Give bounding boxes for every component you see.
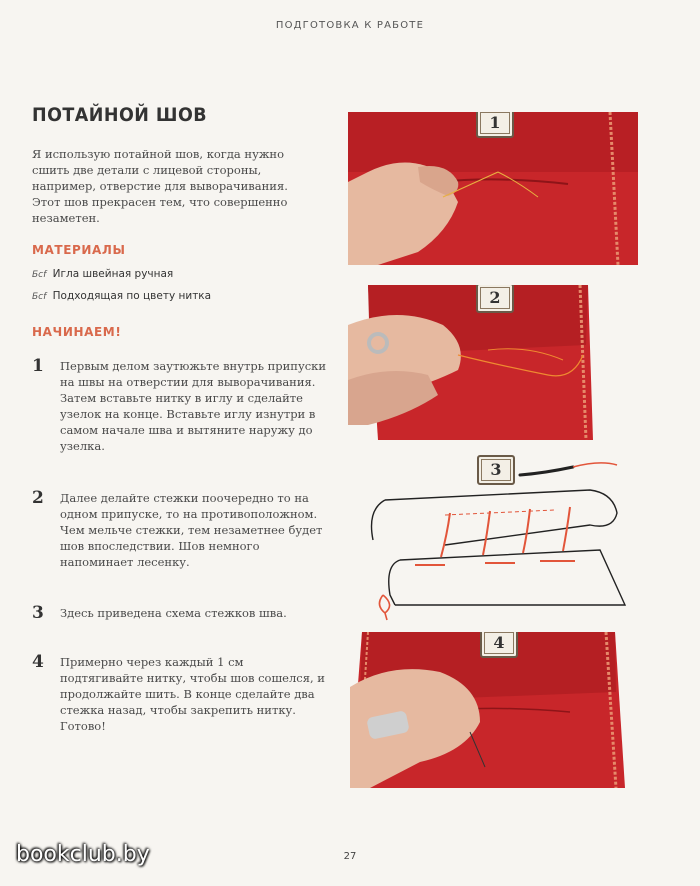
- bullet-marker: Бсf: [32, 270, 47, 280]
- step-text: Здесь приведена схема стежков шва.: [60, 606, 287, 620]
- step-text: Примерно через каждый 1 см подтягивайте нитку, чтобы шов сошелся, и продолжайте шить. В конце сделайте два стежка назад, чтобы закрепить нитку. Готово!: [60, 655, 325, 733]
- figure-label: 2: [476, 285, 514, 313]
- stitch-diagram: [355, 455, 635, 625]
- intro-paragraph: Я использую потайной шов, когда нужно сшить две детали с лицевой стороны, например, отверстие для выворачивания. Этот шов прекрасен тем, что совершенно незаметен.: [32, 147, 288, 225]
- photo-step-2: [348, 285, 593, 440]
- page-title: ПОТАЙНОЙ ШОВ: [32, 104, 208, 126]
- step-2: [32, 490, 332, 570]
- page-number: 27: [343, 851, 357, 862]
- step-number: 4: [32, 652, 44, 672]
- photo-step-1: [348, 112, 638, 265]
- bullet-marker: Бсf: [32, 292, 47, 302]
- step-text: Первым делом заутюжьте внутрь припуски на швы на отверстии для выворачивания. Затем вставьте нитку в иглу и сделайте узелок на конце. Вставьте иглу изнутри в самом начале шва и вытяните наружу до узелка.: [60, 359, 327, 453]
- material-label: Игла швейная ручная: [52, 268, 174, 280]
- material-item: [32, 290, 211, 302]
- material-item: [32, 268, 173, 280]
- step-text: Далее делайте стежки поочередно то на одном припуске, то на противоположном. Чем мельче стежки, тем незаметнее будет шов впоследствии. Шов немного напоминает лесенку.: [60, 491, 323, 569]
- watermark-logo: bookclub.by: [16, 842, 150, 867]
- figure-label: 4: [480, 632, 518, 658]
- step-4: [32, 654, 332, 734]
- needle-icon: [520, 467, 573, 475]
- step-number: 1: [32, 356, 44, 376]
- figure-label: 3: [477, 455, 515, 485]
- figure-label: 1: [476, 112, 514, 138]
- step-3: [32, 605, 332, 621]
- photo-step-4: [350, 632, 630, 788]
- start-heading: НАЧИНАЕМ!: [32, 325, 122, 339]
- materials-heading: МАТЕРИАЛЫ: [32, 243, 126, 257]
- running-header: ПОДГОТОВКА К РАБОТЕ: [275, 20, 425, 31]
- step-1: [32, 358, 332, 454]
- step-number: 2: [32, 488, 44, 508]
- step-number: 3: [32, 603, 44, 623]
- material-label: Подходящая по цвету нитка: [52, 290, 212, 302]
